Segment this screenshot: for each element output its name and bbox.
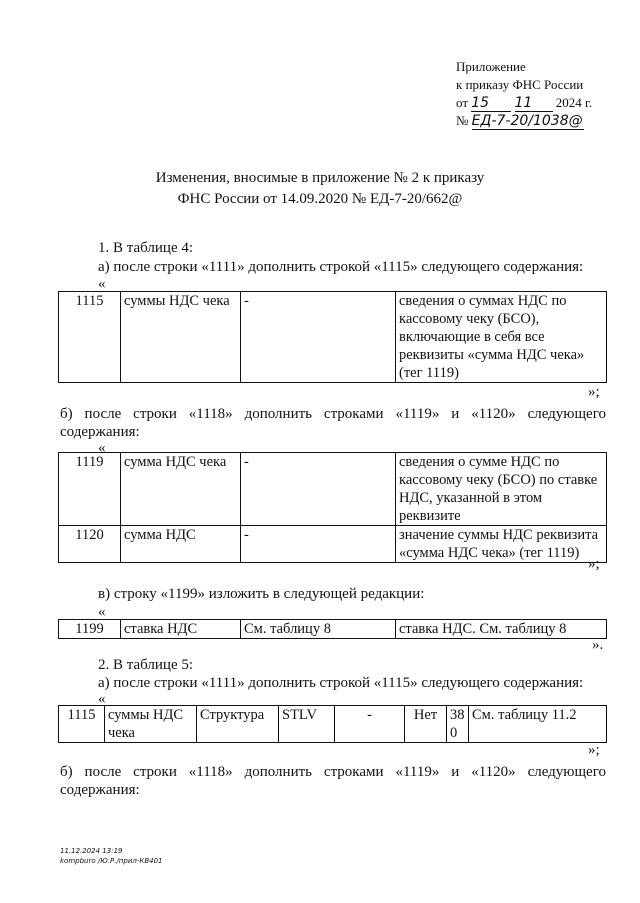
table-row [59, 706, 607, 743]
section1-item-b-line1: б) после строки «1118» дополнить строками «1119» и «1120» следующего [60, 406, 606, 422]
footer-author: kompburo /Ю.Р./прил-КВ401 [60, 857, 163, 865]
table4-row-1115 [58, 291, 607, 383]
table-cell: - [241, 526, 396, 563]
table-cell: ставка НДС. См. таблицу 8 [396, 620, 607, 639]
table-row [59, 453, 607, 526]
table-cell: сведения о сумме НДС по кассовому чеку (БСО) по ставке НДС, указанной в этом реквизите [396, 453, 607, 526]
table-row [59, 526, 607, 563]
table-cell: Структура [197, 706, 279, 743]
table-cell: 1199 [59, 620, 121, 639]
table-cell: 1115 [59, 706, 105, 743]
title-line-2: ФНС России от 14.09.2020 № ЕД-7-20/662@ [177, 191, 463, 207]
table-cell: См. таблицу 8 [241, 620, 396, 639]
appendix-block [456, 58, 592, 130]
table-cell: - [335, 706, 405, 743]
date-month: 11 [515, 96, 553, 112]
table-cell: суммы НДС чека [121, 292, 241, 383]
table-cell: Нет [405, 706, 447, 743]
section1-item-c: в) строку «1199» изложить в следующей редакции: [98, 586, 425, 602]
appendix-order-ref: к приказу ФНС России [456, 77, 584, 92]
table-cell: - [241, 453, 396, 526]
section1-item-b-line2: содержания: [60, 424, 140, 440]
section2-item-a: а) после строки «1111» дополнить строкой «1115» следующего содержания: [98, 675, 584, 691]
close-quote: »; [588, 742, 600, 758]
table-cell: сумма НДС чека [121, 453, 241, 526]
title-line-1: Изменения, вносимые в приложение № 2 к приказу [155, 170, 485, 186]
table-row [59, 620, 607, 639]
section2-item-b-line2: содержания: [60, 782, 140, 798]
footer-stamp [60, 846, 163, 866]
open-quote: « [98, 440, 106, 456]
table-cell: сумма НДС [121, 526, 241, 563]
table4-row-1199 [58, 619, 607, 639]
section1-item-a: а) после строки «1111» дополнить строкой «1115» следующего содержания: [98, 259, 584, 275]
appendix-date: от 15 11 2024 г. [456, 95, 593, 111]
table-cell: суммы НДС чека [105, 706, 197, 743]
section1-heading: 1. В таблице 4: [98, 240, 194, 256]
open-quote: « [98, 691, 106, 707]
table-cell: - [241, 292, 396, 383]
appendix-label: Приложение [456, 59, 526, 74]
table-cell: См. таблицу 11.2 [469, 706, 607, 743]
open-quote: « [98, 604, 106, 620]
section2-heading: 2. В таблице 5: [98, 657, 194, 673]
table4-rows-1119-1120 [58, 452, 607, 563]
close-quote: »; [588, 556, 600, 572]
document-title [0, 168, 640, 210]
table-cell: значение суммы НДС реквизита «сумма НДС чека» (тег 1119) [396, 526, 607, 563]
close-quote: ». [592, 637, 604, 653]
close-quote: »; [588, 384, 600, 400]
open-quote: « [98, 276, 106, 292]
table-cell: 1120 [59, 526, 121, 563]
appendix-number: № ЕД-7-20/1038@ [456, 113, 583, 129]
table-cell: 1119 [59, 453, 121, 526]
date-day: 15 [471, 96, 511, 112]
table-row [59, 292, 607, 383]
table-cell: 1115 [59, 292, 121, 383]
footer-timestamp: 11.12.2024 13:19 [60, 847, 123, 855]
table-cell: 380 [447, 706, 469, 743]
table-cell: сведения о суммах НДС по кассовому чеку (БСО), включающие в себя все реквизиты «сумма НДС чека» (тег 1119) [396, 292, 607, 383]
table-cell: STLV [279, 706, 335, 743]
order-number: ЕД-7-20/1038@ [471, 113, 583, 129]
date-year: 2024 г. [555, 95, 593, 110]
section2-item-b-line1: б) после строки «1118» дополнить строками «1119» и «1120» следующего [60, 764, 606, 780]
table-cell: ставка НДС [121, 620, 241, 639]
table5-row-1115 [58, 705, 607, 743]
